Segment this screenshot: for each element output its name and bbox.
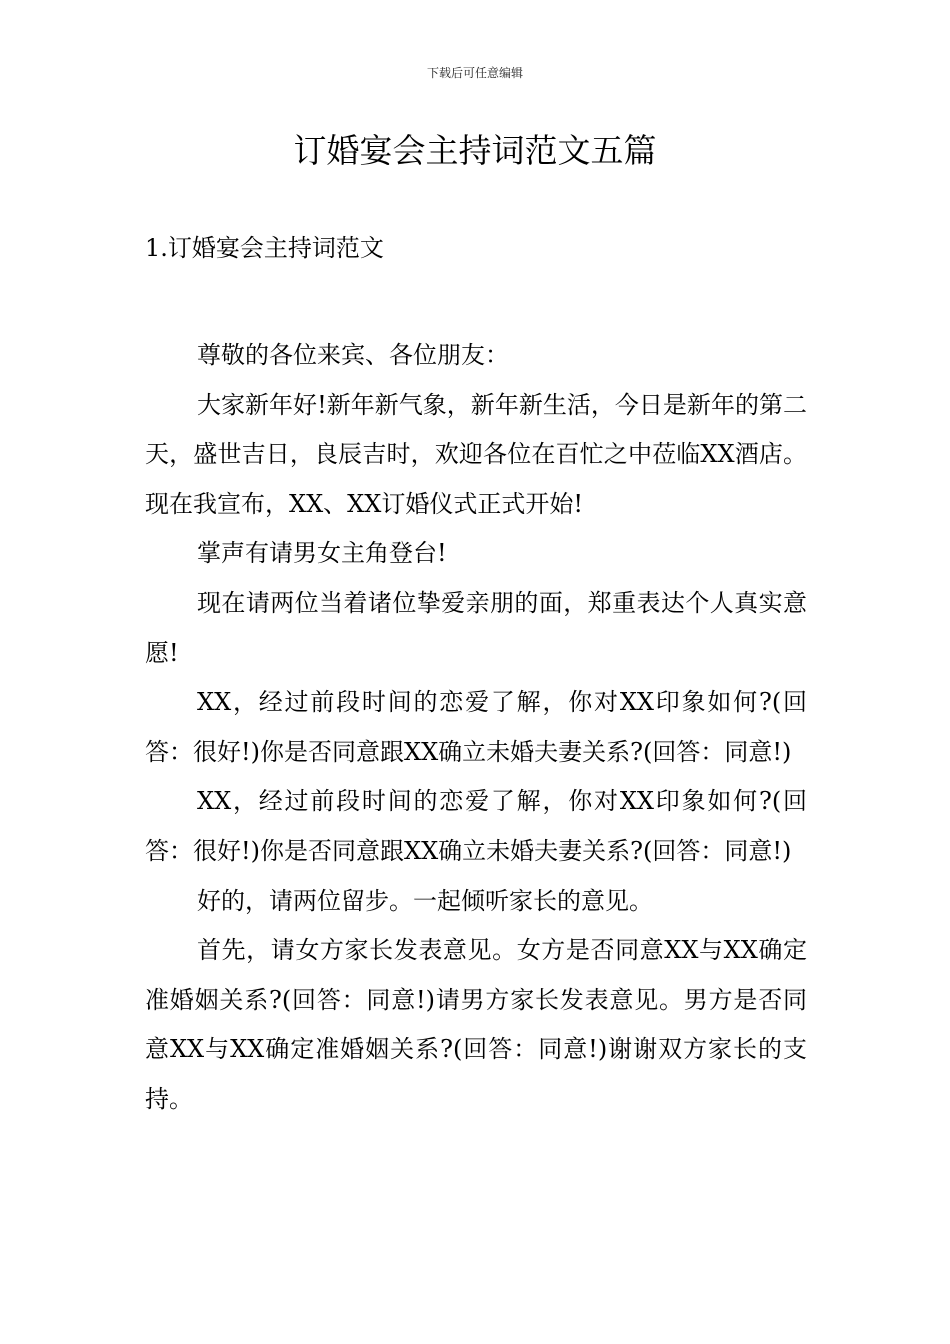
paragraph-greeting: 尊敬的各位来宾、各位朋友：	[197, 341, 509, 369]
paragraph-parents-intro: 好的，请两位留步。一起倾听家长的意见。	[197, 886, 653, 915]
section-heading: 1.订婚宴会主持词范文	[145, 234, 384, 262]
paragraph-question-1: XX，经过前段时间的恋爱了解，你对XX印象如何?(回答：很好!)你是否同意跟XX确立未婚夫妻关系?(回答：同意!)	[145, 688, 807, 766]
paragraph-intent: 现在请两位当着诸位挚爱亲朋的面，郑重表达个人真实意愿!	[145, 588, 807, 667]
header-note: 下载后可任意编辑	[426, 66, 523, 80]
paragraph-question-2: XX，经过前段时间的恋爱了解，你对XX印象如何?(回答：很好!)你是否同意跟XX确立未婚夫妻关系?(回答：同意!)	[145, 787, 807, 865]
body-text	[145, 331, 807, 1125]
document-title: 订婚宴会主持词范文五篇	[293, 131, 657, 170]
paragraph-parents-consent: 首先，请女方家长发表意见。女方是否同意XX与XX确定准婚姻关系?(回答：同意!)请男方家长发表意见。男方是否同意XX与XX确定准婚姻关系?(回答：同意!)谢谢双方家长的支持。	[145, 936, 807, 1113]
paragraph-opening: 大家新年好!新年新气象，新年新生活，今日是新年的第二天，盛世吉日，良辰吉时，欢迎各位在百忙之中莅临XX酒店。现在我宣布，XX、XX订婚仪式正式开始!	[145, 390, 807, 518]
paragraph-applause: 掌声有请男女主角登台!	[197, 539, 447, 568]
